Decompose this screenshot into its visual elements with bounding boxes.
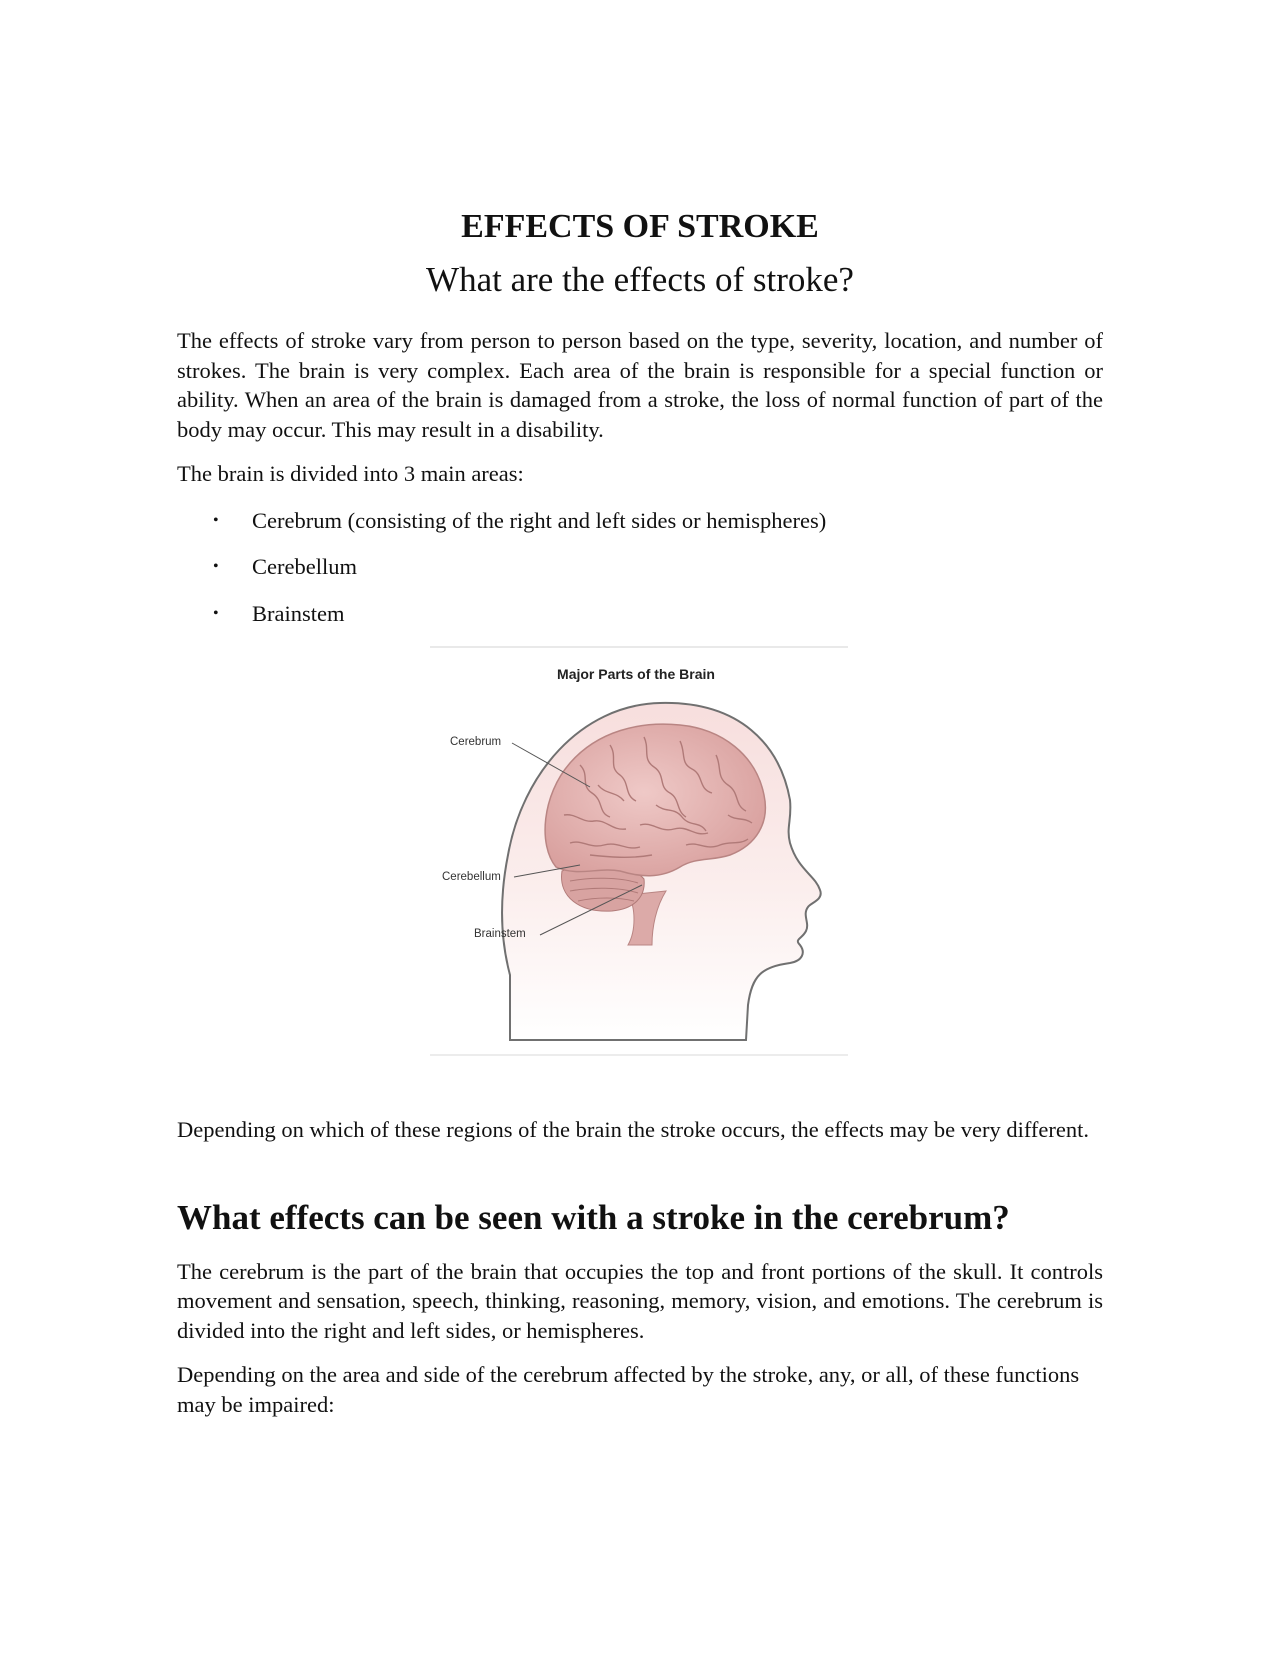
cerebellum-label: Cerebellum [442, 871, 501, 883]
list-item [177, 552, 1103, 582]
cerebrum-paragraph: The cerebrum is the part of the brain that occupies the top and front portions of the skull. It controls movement and sensation, speech, thinking, reasoning, memory, vision, and emotions. The cerebrum is divided into the right and left sides, or hemispheres. [177, 1258, 1103, 1343]
bullet-icon: • [213, 604, 219, 622]
page-content [177, 205, 1103, 1419]
bullet-icon: • [213, 511, 219, 529]
list-item [177, 506, 1103, 536]
cerebrum-label: Cerebrum [450, 736, 502, 748]
impaired-paragraph: Depending on the area and side of the cerebrum affected by the stroke, any, or all, of these functions may be impaired: [177, 1362, 1080, 1417]
brain-diagram [430, 645, 850, 1057]
list-item-text: Brainstem [252, 600, 345, 626]
page-title: EFFECTS OF STROKE [461, 208, 819, 245]
list-item-text: Cerebrum (consisting of the right and left sides or hemispheres) [252, 507, 827, 533]
intro-paragraph: The effects of stroke vary from person to person based on the type, severity, location, and number of strokes. The brain is very complex. Each area of the brain is responsible for a special function or ability. When an area of the brain is damaged from a stroke, the loss of normal function of part of the body may occur. This may result in a disability. [177, 328, 1103, 442]
regions-paragraph: Depending on which of these regions of the brain the stroke occurs, the effects may be very different. [177, 1117, 1089, 1142]
figure-title: Major Parts of the Brain [557, 666, 715, 682]
list-item-text: Cerebellum [252, 554, 357, 579]
bullet-icon: • [213, 558, 219, 575]
page-subtitle: What are the effects of stroke? [426, 260, 854, 299]
brainstem-label: Brainstem [474, 928, 526, 940]
areas-intro: The brain is divided into 3 main areas: [177, 461, 524, 486]
brain-areas-list [177, 506, 1103, 629]
list-item [177, 599, 1103, 629]
section-heading: What effects can be seen with a stroke in the cerebrum? [177, 1197, 1010, 1237]
